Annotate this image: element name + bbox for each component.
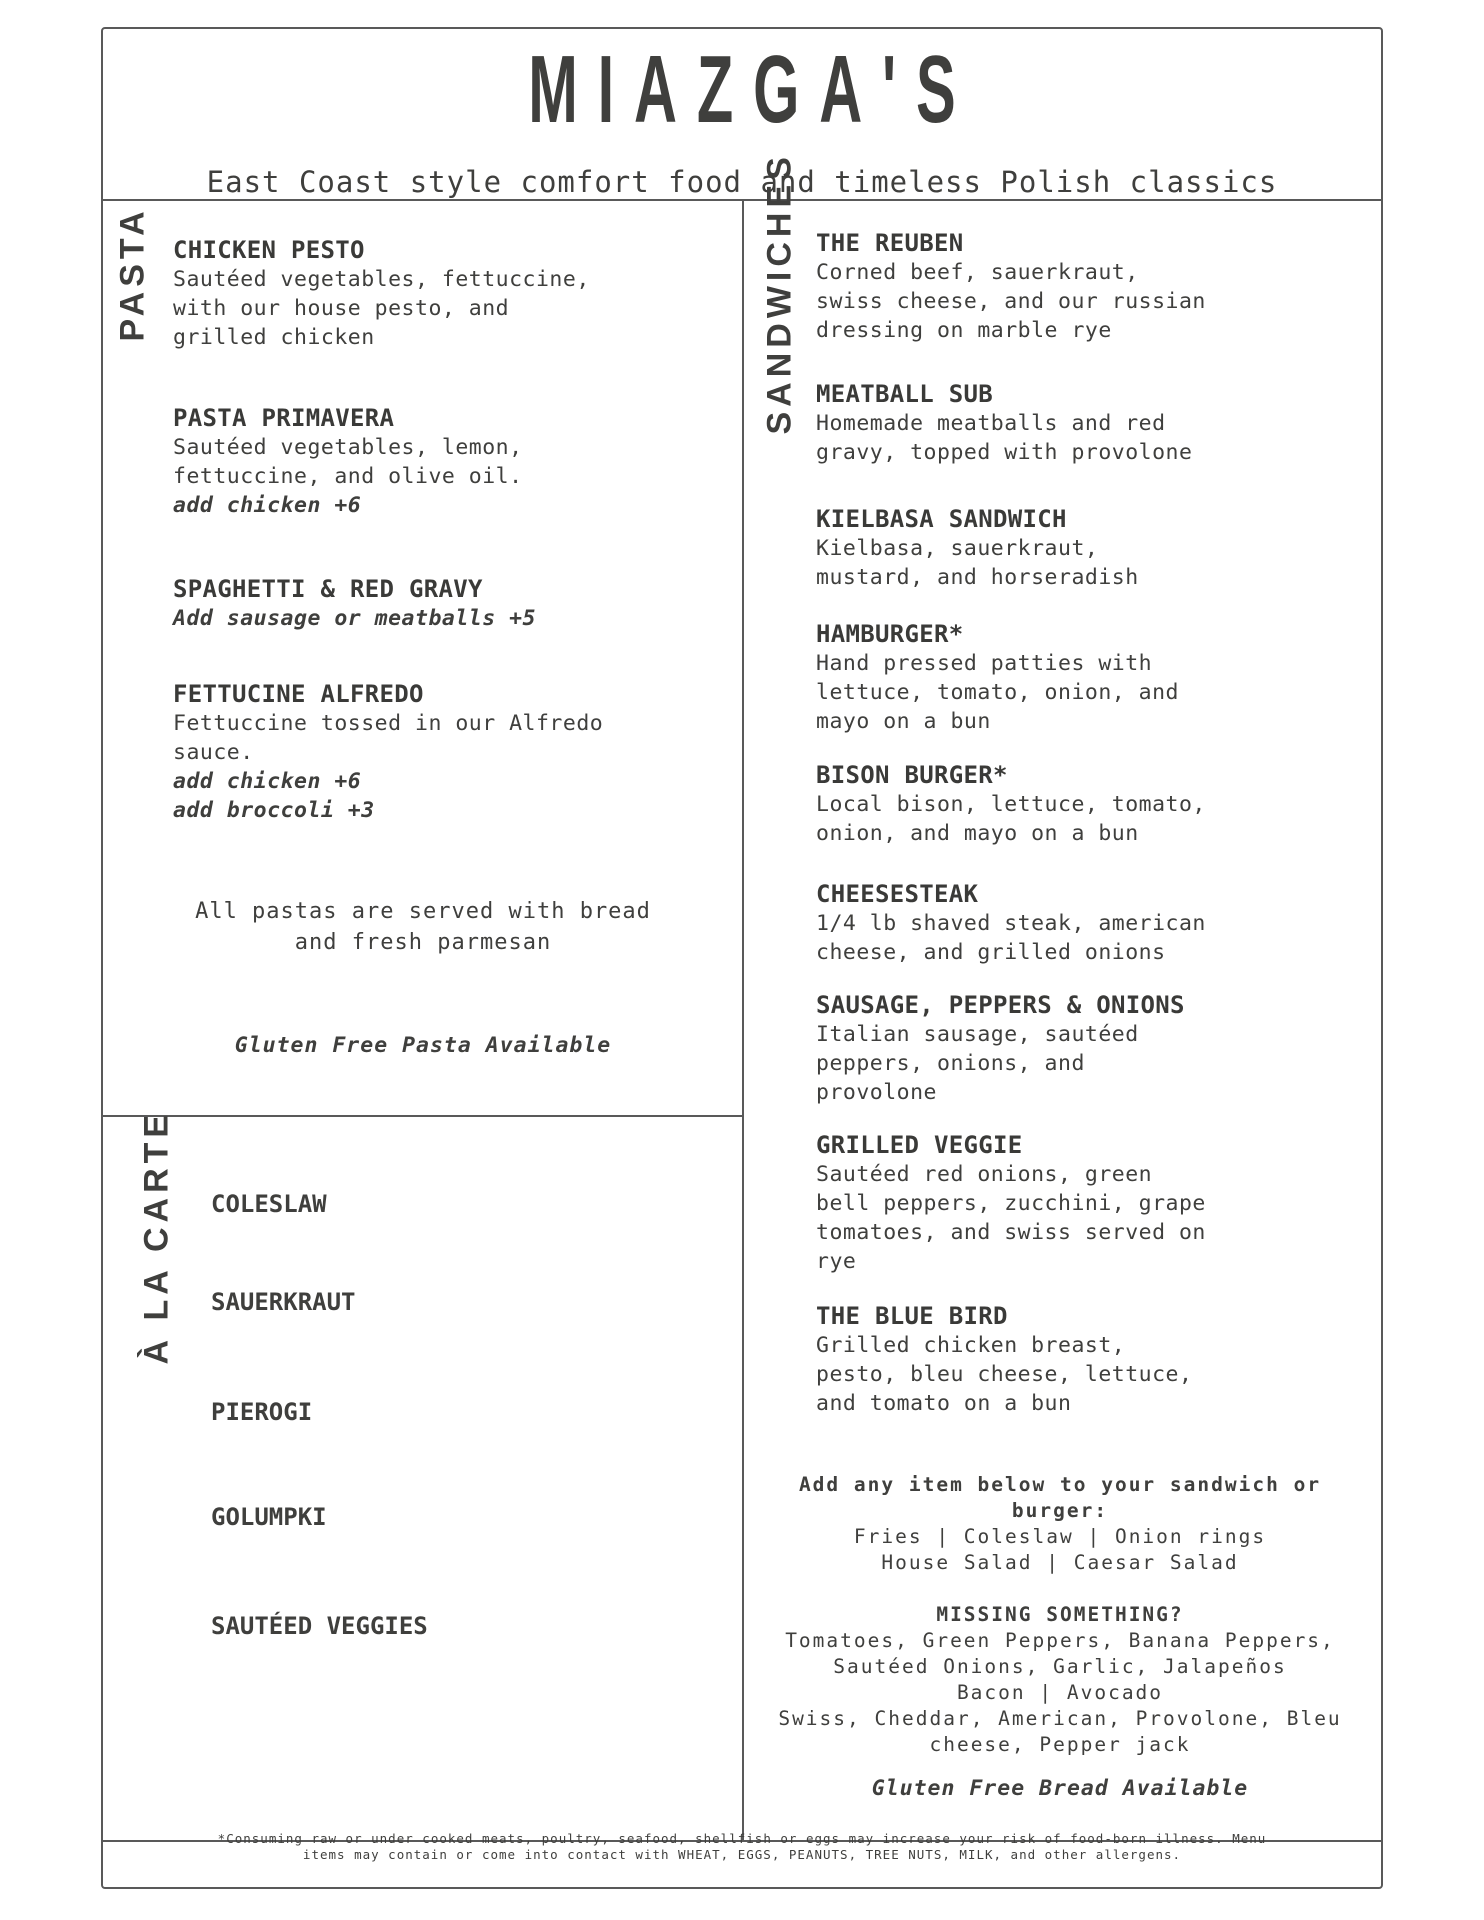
item-name: KIELBASA SANDWICH [816,505,1067,533]
item-desc-line: cheese, and grilled onions [816,940,1166,965]
sandwich-addons [750,1472,1370,1576]
alacarte-section-title: À LA CARTE [137,1109,176,1365]
item-desc-line: Corned beef, sauerkraut, [816,260,1139,285]
item-addon: add chicken +6 [173,769,362,794]
item-desc-line: tomatoes, and swiss served on [816,1220,1206,1245]
column-divider [742,199,744,1840]
pasta-section-title: PASTA [113,206,152,342]
item-desc-line: peppers, onions, and [816,1051,1085,1076]
item-addon: add chicken +6 [173,493,362,518]
item-name: BISON BURGER* [816,761,1008,789]
alacarte-item: PIEROGI [211,1398,313,1426]
allergen-disclaimer [180,1831,1304,1863]
item-desc-line: dressing on marble rye [816,318,1112,343]
pasta-item [173,680,603,825]
missing-heading: MISSING SOMETHING? [936,1603,1184,1626]
sandwiches-section-title: SANDWICHES [760,152,799,435]
addons-heading: Add any item below to your sandwich or [798,1473,1322,1496]
item-desc-line: Homemade meatballs and red [816,411,1166,436]
item-desc-line: grilled chicken [173,325,375,350]
pasta-item [173,575,536,633]
missing-line: Sautéed Onions, Garlic, Jalapeños [833,1655,1287,1678]
item-desc-line: Grilled chicken breast, [816,1333,1126,1358]
pasta-note [173,896,673,958]
item-addon: add broccoli +3 [173,798,375,823]
addons-line: Fries | Coleslaw | Onion rings [853,1525,1267,1548]
item-desc-line: Sautéed vegetables, lemon, [173,435,523,460]
disclaimer-line: items may contain or come into contact with WHEAT, EGGS, PEANUTS, TREE NUTS, MILK, and other allergens. [302,1847,1182,1862]
missing-line: cheese, Pepper jack [929,1733,1191,1756]
addons-heading: burger: [1011,1499,1109,1522]
pasta-alacarte-divider [101,1115,743,1117]
alacarte-item: GOLUMPKI [211,1503,327,1531]
item-desc-line: with our house pesto, and [173,296,510,321]
item-desc-line: Kielbasa, sauerkraut, [816,536,1099,561]
tagline: East Coast style comfort food and timeless Polish classics [206,165,1278,199]
item-addon: Add sausage or meatballs +5 [173,606,536,631]
sandwich-item [816,229,1206,345]
sandwich-item [816,1302,1192,1418]
restaurant-name: MIAZGA'S [528,36,976,143]
item-name: SAUSAGE, PEPPERS & ONIONS [816,991,1185,1019]
item-desc-line: rye [816,1249,857,1274]
disclaimer-line: *Consuming raw or under cooked meats, poultry, seafood, shellfish or eggs may increase your risk of food-born illness. Menu [217,1831,1267,1846]
item-name: FETTUCINE ALFREDO [173,680,424,708]
sandwich-item [816,761,1206,848]
item-desc-line: lettuce, tomato, onion, and [816,680,1179,705]
sandwich-item [816,1131,1206,1276]
item-desc-line: gravy, topped with provolone [816,440,1193,465]
item-desc-line: 1/4 lb shaved steak, american [816,911,1206,936]
item-desc-line: mayo on a bun [816,709,991,734]
missing-line: Bacon | Avocado [956,1681,1164,1704]
addons-line: House Salad | Caesar Salad [881,1551,1239,1574]
item-desc-line: sauce. [173,740,254,765]
item-name: GRILLED VEGGIE [816,1131,1023,1159]
item-desc-line: and tomato on a bun [816,1391,1072,1416]
item-desc-line: bell peppers, zucchini, grape [816,1191,1206,1216]
pasta-item [173,236,590,352]
item-desc-line: Hand pressed patties with [816,651,1153,676]
gluten-free-bread: Gluten Free Bread Available [871,1776,1249,1801]
item-desc-line: Sautéed vegetables, fettuccine, [173,267,590,292]
sandwich-item [816,505,1139,592]
item-desc-line: Italian sausage, sautéed [816,1022,1139,1047]
item-name: CHEESESTEAK [816,880,979,908]
sandwich-item [816,620,1179,736]
item-name: THE REUBEN [816,229,964,257]
item-desc-line: provolone [816,1080,937,1105]
item-name: CHICKEN PESTO [173,236,365,264]
alacarte-item: COLESLAW [211,1190,327,1218]
item-desc-line: fettuccine, and olive oil. [173,464,523,489]
item-desc-line: Local bison, lettuce, tomato, [816,792,1206,817]
gluten-free-pasta: Gluten Free Pasta Available [234,1033,612,1058]
item-name: PASTA PRIMAVERA [173,404,395,432]
item-desc-line: onion, and mayo on a bun [816,821,1139,846]
sandwich-item [816,880,1206,967]
item-name: MEATBALL SUB [816,380,993,408]
item-desc-line: Fettuccine tossed in our Alfredo [173,711,604,736]
alacarte-item: SAUTÉED VEGGIES [211,1612,428,1640]
item-name: SPAGHETTI & RED GRAVY [173,575,483,603]
alacarte-item: SAUERKRAUT [211,1288,356,1316]
missing-line: Tomatoes, Green Peppers, Banana Peppers, [785,1629,1335,1652]
item-desc-line: Sautéed red onions, green [816,1162,1153,1187]
item-desc-line: mustard, and horseradish [816,565,1139,590]
missing-something [750,1602,1370,1758]
pasta-item [173,404,523,520]
item-desc-line: pesto, bleu cheese, lettuce, [816,1362,1193,1387]
sandwich-item [816,380,1192,467]
pasta-note-line: All pastas are served with bread [195,899,651,924]
item-name: THE BLUE BIRD [816,1302,1008,1330]
sandwich-item [816,991,1185,1107]
item-desc-line: swiss cheese, and our russian [816,289,1206,314]
pasta-note-line: and fresh parmesan [294,930,552,955]
missing-line: Swiss, Cheddar, American, Provolone, Bleu [778,1707,1342,1730]
item-name: HAMBURGER* [816,620,964,648]
